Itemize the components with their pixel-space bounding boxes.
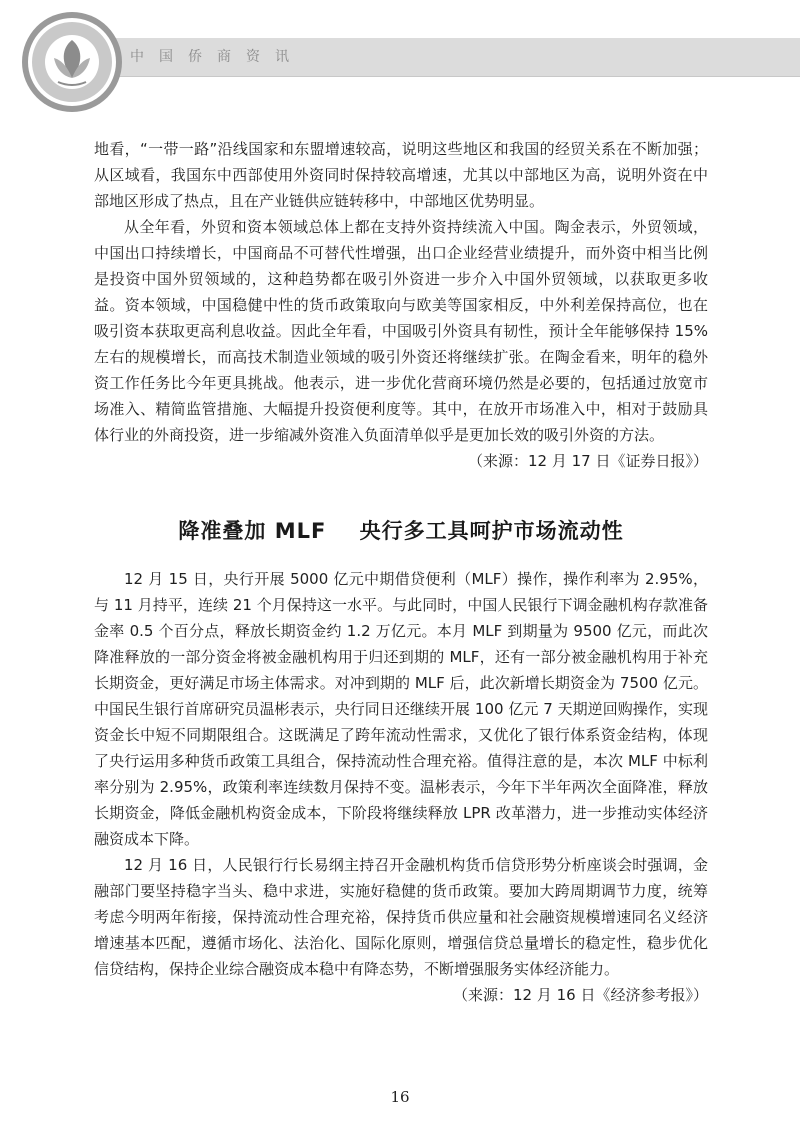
article1-paragraph-1: 地看，“一带一路”沿线国家和东盟增速较高，说明这些地区和我国的经贸关系在不断加强；从区域看，我国东中西部使用外资同时保持较高增速，尤其以中部地区为高，说明外资在中部地区形成了热点，且在产业链供应链转移中，中部地区优势明显。 [94, 140, 708, 210]
article2-title: 降准叠加 MLF 央行多工具呵护市场流动性 [178, 519, 624, 543]
page-content [94, 136, 708, 1008]
association-logo [20, 10, 124, 114]
article2-paragraph-1: 12 月 15 日，央行开展 5000 亿元中期借贷便利（MLF）操作，操作利率为 2.95%，与 11 月持平，连续 21 个月保持这一水平。与此同时，中国人民银行下调金融机构存款准备金率 0.5 个百分点，释放长期资金约 1.2 万亿元。本月 MLF 到期量为 9500 亿元，而此次降准释放的一部分资金将被金融机构用于归还到期的 MLF，还有一部分被金融机构用于补充长期资金，更好满足市场主体需求。对冲到期的 MLF 后，此次新增长期资金为 7500 亿元。中国民生银行首席研究员温彬表示，央行同日还继续开展 100 亿元 7 天期逆回购操作，实现资金长中短不同期限组合。这既满足了跨年流动性需求，又优化了银行体系资金结构，体现了央行运用多种货币政策工具组合，保持流动性合理充裕。值得注意的是，本次 MLF 中标利率分别为 2.95%，政策利率连续数月保持不变。温彬表示，今年下半年两次全面降准，释放长期资金，降低金融机构资金成本，下阶段将继续释放 LPR 改革潜力，进一步推动实体经济融资成本下降。 [94, 570, 708, 848]
article2-source: （来源：12 月 16 日《经济参考报》） [453, 986, 708, 1004]
article2-paragraph-2: 12 月 16 日，人民银行行长易纲主持召开金融机构货币信贷形势分析座谈会时强调，金融部门要坚持稳字当头、稳中求进，实施好稳健的货币政策。要加大跨周期调节力度，统筹考虑今明两年衔接，保持流动性合理充裕，保持货币供应量和社会融资规模增速同名义经济增速基本匹配，遵循市场化、法治化、国际化原则，增强信贷总量增长的稳定性，稳步优化信贷结构，保持企业综合融资成本稳中有降态势，不断增强服务实体经济能力。 [94, 856, 708, 978]
header-title: 中国侨商资讯 [130, 49, 304, 65]
page-number: 16 [390, 1088, 410, 1106]
article1-source: （来源：12 月 17 日《证券日报》） [468, 452, 708, 470]
article1-paragraph-2: 从全年看，外贸和资本领域总体上都在支持外资持续流入中国。陶金表示，外贸领域，中国出口持续增长，中国商品不可替代性增强，出口企业经营业绩提升，而外资中相当比例是投资中国外贸领域的，这种趋势都在吸引外资进一步介入中国外贸领域，以获取更多收益。资本领域，中国稳健中性的货币政策取向与欧美等国家相反，中外利差保持高位，也在吸引资本获取更高利息收益。因此全年看，中国吸引外资具有韧性，预计全年能够保持 15% 左右的规模增长，而高技术制造业领域的吸引外资还将继续扩张。在陶金看来，明年的稳外资工作任务比今年更具挑战。他表示，进一步优化营商环境仍然是必要的，包括通过放宽市场准入、精简监管措施、大幅提升投资便利度等。其中，在放开市场准入中，相对于鼓励具体行业的外商投资，进一步缩减外资准入负面清单似乎是更加长效的吸引外资的方法。 [94, 218, 708, 444]
